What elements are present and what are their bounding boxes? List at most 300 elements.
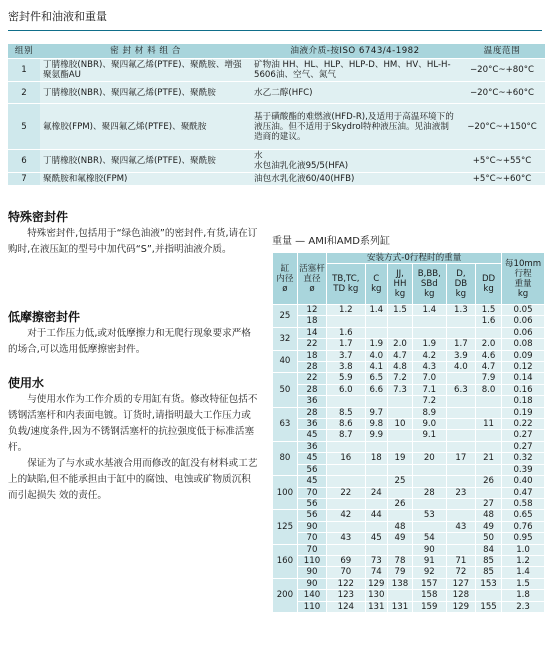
section-title-special-seals: 特殊密封件 — [8, 210, 69, 224]
c-weight-cell: 18 — [365, 453, 388, 464]
rod-cell: 22 — [297, 373, 326, 384]
jj-weight-cell: 10 — [388, 419, 413, 430]
dd-weight-cell: 85 — [476, 555, 502, 566]
table-row — [273, 396, 545, 407]
jj-weight-cell — [388, 590, 413, 601]
dd-weight-cell: 26 — [476, 476, 502, 487]
c-weight-cell: 4.1 — [365, 362, 388, 373]
table-row — [273, 373, 545, 384]
seal-table — [8, 44, 545, 186]
rod-cell: 90 — [297, 521, 326, 532]
c-weight-cell — [365, 316, 388, 327]
d-weight-cell — [446, 476, 475, 487]
d-weight-cell — [446, 510, 475, 521]
tb-weight-cell: 5.9 — [327, 373, 365, 384]
b-weight-cell: 4.3 — [412, 362, 446, 373]
page-title: 密封件和油液和重量 — [8, 10, 107, 23]
per-10mm-cell: 0.22 — [502, 419, 545, 430]
header-rod: 活塞杆 直径 ø — [297, 253, 326, 305]
per-10mm-cell: 2.3 — [502, 601, 545, 612]
jj-weight-cell: 4.7 — [388, 350, 413, 361]
table-row — [273, 510, 545, 521]
d-weight-cell — [446, 373, 475, 384]
temp-cell: −20°C~+150°C — [459, 104, 545, 150]
per-10mm-cell: 0.12 — [502, 362, 545, 373]
bore-cell: 200 — [273, 578, 298, 612]
d-weight-cell — [446, 430, 475, 441]
d-weight-cell — [446, 498, 475, 509]
per-10mm-cell: 1.0 — [502, 544, 545, 555]
dd-weight-cell: 1.6 — [476, 316, 502, 327]
jj-weight-cell — [388, 510, 413, 521]
group-cell: 5 — [8, 104, 40, 150]
table-row — [273, 498, 545, 509]
dd-weight-cell: 11 — [476, 419, 502, 430]
table-row — [8, 104, 545, 150]
tb-weight-cell: 122 — [327, 578, 365, 589]
b-weight-cell — [412, 464, 446, 475]
per-10mm-cell: 0.06 — [502, 327, 545, 338]
b-weight-cell: 90 — [412, 544, 446, 555]
per-10mm-cell: 0.39 — [502, 464, 545, 475]
per-10mm-cell: 0.65 — [502, 510, 545, 521]
header-jj: JJ, HH kg — [388, 264, 413, 305]
b-weight-cell: 1.9 — [412, 339, 446, 350]
tb-weight-cell: 8.5 — [327, 407, 365, 418]
d-weight-cell: 72 — [446, 567, 475, 578]
b-weight-cell: 157 — [412, 578, 446, 589]
table-row — [273, 464, 545, 475]
table-row — [273, 350, 545, 361]
c-weight-cell — [365, 396, 388, 407]
table-row — [273, 487, 545, 498]
dd-weight-cell — [476, 487, 502, 498]
medium-cell: 基于磺酸酯的难燃液(HFD-R),及适用于高温环境下的液压油。但不适用于Skydrol特种液压油。见油液制造商的建议。 — [251, 104, 459, 150]
rod-cell: 36 — [297, 396, 326, 407]
dd-weight-cell — [476, 441, 502, 452]
table-row — [273, 555, 545, 566]
c-weight-cell: 131 — [365, 601, 388, 612]
c-weight-cell: 1.9 — [365, 339, 388, 350]
tb-weight-cell — [327, 476, 365, 487]
section-title-low-friction: 低摩擦密封件 — [8, 310, 81, 324]
table-row — [273, 578, 545, 589]
c-weight-cell — [365, 544, 388, 555]
b-weight-cell — [412, 498, 446, 509]
c-weight-cell: 9.8 — [365, 419, 388, 430]
table-row — [273, 533, 545, 544]
table-row — [273, 476, 545, 487]
jj-weight-cell: 79 — [388, 567, 413, 578]
per-10mm-cell: 0.16 — [502, 384, 545, 395]
table-row — [8, 82, 545, 104]
dd-weight-cell — [476, 407, 502, 418]
rod-cell: 18 — [297, 350, 326, 361]
b-weight-cell: 159 — [412, 601, 446, 612]
jj-weight-cell — [388, 327, 413, 338]
material-cell: 丁腈橡胶(NBR)、聚四氟乙烯(PTFE)、聚酰胺、增强聚氨酯AU — [40, 59, 251, 82]
dd-weight-cell: 50 — [476, 533, 502, 544]
group-cell: 1 — [8, 59, 40, 82]
per-10mm-cell: 0.40 — [502, 476, 545, 487]
temp-cell: −20°C~+60°C — [459, 82, 545, 104]
per-10mm-cell: 0.19 — [502, 407, 545, 418]
bore-cell: 25 — [273, 305, 298, 328]
c-weight-cell: 44 — [365, 510, 388, 521]
rod-cell: 56 — [297, 510, 326, 521]
header-d: D, DB kg — [446, 264, 475, 305]
section-text-low-friction: 对于工作压力低,或对低摩擦力和无爬行现象要求严格的场合,可以选用低摩擦密封件。 — [8, 328, 251, 355]
c-weight-cell: 1.4 — [365, 305, 388, 316]
rod-cell: 36 — [297, 419, 326, 430]
b-weight-cell — [412, 521, 446, 532]
c-weight-cell: 6.6 — [365, 384, 388, 395]
jj-weight-cell: 1.5 — [388, 305, 413, 316]
c-weight-cell — [365, 476, 388, 487]
header-tb: TB,TC, TD kg — [327, 264, 365, 305]
tb-weight-cell: 123 — [327, 590, 365, 601]
table-row — [273, 305, 545, 316]
dd-weight-cell: 4.6 — [476, 350, 502, 361]
rod-cell: 70 — [297, 533, 326, 544]
section-text-special-seals: 特殊密封件,包括用于“绿色油液”的密封件,有货,请在订购时,在液压缸的型号中加代码“S”,并指明油液介质。 — [8, 228, 258, 255]
c-weight-cell: 45 — [365, 533, 388, 544]
table-row — [273, 441, 545, 452]
tb-weight-cell: 42 — [327, 510, 365, 521]
tb-weight-cell: 8.6 — [327, 419, 365, 430]
d-weight-cell: 23 — [446, 487, 475, 498]
weight-table-title: 重量 — AMI和AMD系列缸 — [272, 236, 390, 247]
jj-weight-cell: 7.3 — [388, 384, 413, 395]
material-cell: 丁腈橡胶(NBR)、聚四氟乙烯(PTFE)、聚酰胺 — [40, 82, 251, 104]
b-weight-cell: 7.1 — [412, 384, 446, 395]
c-weight-cell — [365, 521, 388, 532]
b-weight-cell: 20 — [412, 453, 446, 464]
tb-weight-cell: 1.2 — [327, 305, 365, 316]
tb-weight-cell: 16 — [327, 453, 365, 464]
b-weight-cell: 8.9 — [412, 407, 446, 418]
table-row — [273, 362, 545, 373]
divider — [8, 30, 542, 31]
table-row — [273, 590, 545, 601]
tb-weight-cell: 3.7 — [327, 350, 365, 361]
tb-weight-cell — [327, 316, 365, 327]
jj-weight-cell: 25 — [388, 476, 413, 487]
d-weight-cell: 71 — [446, 555, 475, 566]
rod-cell: 45 — [297, 476, 326, 487]
rod-cell: 18 — [297, 316, 326, 327]
b-weight-cell: 28 — [412, 487, 446, 498]
temp-cell: +5°C~+55°C — [459, 150, 545, 173]
table-row — [8, 173, 545, 186]
dd-weight-cell — [476, 464, 502, 475]
jj-weight-cell — [388, 430, 413, 441]
jj-weight-cell — [388, 441, 413, 452]
jj-weight-cell: 7.2 — [388, 373, 413, 384]
dd-weight-cell: 7.9 — [476, 373, 502, 384]
weight-table — [272, 252, 545, 613]
tb-weight-cell — [327, 396, 365, 407]
per-10mm-cell: 0.05 — [502, 305, 545, 316]
table-row — [273, 544, 545, 555]
d-weight-cell: 1.3 — [446, 305, 475, 316]
dd-weight-cell — [476, 590, 502, 601]
per-10mm-cell: 1.5 — [502, 578, 545, 589]
jj-weight-cell — [388, 407, 413, 418]
bore-cell: 100 — [273, 476, 298, 510]
per-10mm-cell: 0.95 — [502, 533, 545, 544]
jj-weight-cell — [388, 396, 413, 407]
d-weight-cell: 127 — [446, 578, 475, 589]
dd-weight-cell: 4.7 — [476, 362, 502, 373]
table-row — [273, 430, 545, 441]
material-cell: 氟橡胶(FPM)、聚四氟乙烯(PTFE)、聚酰胺 — [40, 104, 251, 150]
per-10mm-cell: 0.08 — [502, 339, 545, 350]
c-weight-cell: 73 — [365, 555, 388, 566]
medium-cell: 矿物油 HH、HL、HLP、HLP-D、HM、HV、HL-H-5606油、空气、氮气 — [251, 59, 459, 82]
material-cell: 丁腈橡胶(NBR)、聚四氟乙烯(PTFE)、聚酰胺 — [40, 150, 251, 173]
medium-cell: 水 水包油乳化液95/5(HFA) — [251, 150, 459, 173]
dd-weight-cell — [476, 327, 502, 338]
bore-cell: 80 — [273, 441, 298, 475]
b-weight-cell: 9.1 — [412, 430, 446, 441]
header-per-10mm: 每10mm 行程 重量 kg — [502, 253, 545, 305]
dd-weight-cell: 155 — [476, 601, 502, 612]
jj-weight-cell: 78 — [388, 555, 413, 566]
d-weight-cell — [446, 533, 475, 544]
c-weight-cell — [365, 327, 388, 338]
jj-weight-cell: 49 — [388, 533, 413, 544]
rod-cell: 56 — [297, 464, 326, 475]
bore-cell: 125 — [273, 510, 298, 544]
dd-weight-cell: 2.0 — [476, 339, 502, 350]
material-cell: 聚酰胺和氟橡胶(FPM) — [40, 173, 251, 186]
header-dd: DD kg — [476, 264, 502, 305]
table-row — [273, 453, 545, 464]
d-weight-cell: 6.3 — [446, 384, 475, 395]
table-row — [273, 316, 545, 327]
group-cell: 6 — [8, 150, 40, 173]
group-cell: 2 — [8, 82, 40, 104]
header-group: 组别 — [8, 44, 40, 59]
d-weight-cell — [446, 316, 475, 327]
per-10mm-cell: 0.18 — [502, 396, 545, 407]
per-10mm-cell: 0.06 — [502, 316, 545, 327]
c-weight-cell — [365, 464, 388, 475]
d-weight-cell — [446, 464, 475, 475]
dd-weight-cell: 21 — [476, 453, 502, 464]
header-b: B,BB, SBd kg — [412, 264, 446, 305]
table-row — [273, 327, 545, 338]
b-weight-cell — [412, 476, 446, 487]
tb-weight-cell: 8.7 — [327, 430, 365, 441]
header-c: C kg — [365, 264, 388, 305]
d-weight-cell — [446, 407, 475, 418]
header-material: 密 封 材 料 组 合 — [40, 44, 251, 59]
tb-weight-cell — [327, 464, 365, 475]
table-row — [8, 150, 545, 173]
rod-cell: 90 — [297, 567, 326, 578]
tb-weight-cell: 1.7 — [327, 339, 365, 350]
jj-weight-cell — [388, 316, 413, 327]
table-row — [273, 419, 545, 430]
per-10mm-cell: 0.09 — [502, 350, 545, 361]
b-weight-cell: 53 — [412, 510, 446, 521]
dd-weight-cell: 48 — [476, 510, 502, 521]
d-weight-cell: 4.0 — [446, 362, 475, 373]
jj-weight-cell: 131 — [388, 601, 413, 612]
bore-cell: 63 — [273, 407, 298, 441]
jj-weight-cell: 26 — [388, 498, 413, 509]
jj-weight-cell — [388, 464, 413, 475]
rod-cell: 70 — [297, 544, 326, 555]
d-weight-cell: 17 — [446, 453, 475, 464]
table-row — [273, 521, 545, 532]
tb-weight-cell — [327, 521, 365, 532]
d-weight-cell — [446, 441, 475, 452]
jj-weight-cell: 138 — [388, 578, 413, 589]
jj-weight-cell: 48 — [388, 521, 413, 532]
per-10mm-cell: 1.4 — [502, 567, 545, 578]
table-row — [273, 567, 545, 578]
rod-cell: 28 — [297, 384, 326, 395]
table-row — [273, 339, 545, 350]
d-weight-cell — [446, 544, 475, 555]
tb-weight-cell — [327, 544, 365, 555]
bore-cell: 50 — [273, 373, 298, 407]
bore-cell: 160 — [273, 544, 298, 578]
b-weight-cell: 9.0 — [412, 419, 446, 430]
d-weight-cell: 128 — [446, 590, 475, 601]
jj-weight-cell — [388, 544, 413, 555]
seal-table-header — [8, 44, 545, 59]
temp-cell: +5°C~+60°C — [459, 173, 545, 186]
header-medium: 油液介质-按ISO 6743/4-1982 — [251, 44, 459, 59]
c-weight-cell: 6.5 — [365, 373, 388, 384]
per-10mm-cell: 1.8 — [502, 590, 545, 601]
dd-weight-cell: 1.5 — [476, 305, 502, 316]
tb-weight-cell — [327, 441, 365, 452]
b-weight-cell: 7.2 — [412, 396, 446, 407]
tb-weight-cell: 3.8 — [327, 362, 365, 373]
b-weight-cell: 4.2 — [412, 350, 446, 361]
b-weight-cell: 92 — [412, 567, 446, 578]
c-weight-cell — [365, 498, 388, 509]
c-weight-cell — [365, 441, 388, 452]
jj-weight-cell — [388, 487, 413, 498]
per-10mm-cell: 0.76 — [502, 521, 545, 532]
group-cell: 7 — [8, 173, 40, 186]
c-weight-cell: 130 — [365, 590, 388, 601]
b-weight-cell: 1.4 — [412, 305, 446, 316]
per-10mm-cell: 1.2 — [502, 555, 545, 566]
rod-cell: 45 — [297, 430, 326, 441]
rod-cell: 110 — [297, 555, 326, 566]
tb-weight-cell — [327, 498, 365, 509]
jj-weight-cell: 4.8 — [388, 362, 413, 373]
c-weight-cell: 4.0 — [365, 350, 388, 361]
rod-cell: 110 — [297, 601, 326, 612]
b-weight-cell — [412, 316, 446, 327]
d-weight-cell — [446, 327, 475, 338]
bore-cell: 40 — [273, 350, 298, 373]
table-row — [8, 59, 545, 82]
table-row — [273, 384, 545, 395]
medium-cell: 水乙二醇(HFC) — [251, 82, 459, 104]
b-weight-cell: 7.0 — [412, 373, 446, 384]
rod-cell: 14 — [297, 327, 326, 338]
b-weight-cell: 158 — [412, 590, 446, 601]
section-text-water-warranty: 保证为了与水或水基液合用而修改的缸没有材料或工艺上的缺陷,但不能承担由于缸中的腐蚀、电蚀或矿物质沉积而引起损失 效的责任。 — [8, 458, 258, 501]
b-weight-cell — [412, 441, 446, 452]
c-weight-cell: 24 — [365, 487, 388, 498]
per-10mm-cell: 0.47 — [502, 487, 545, 498]
section-title-water: 使用水 — [8, 376, 45, 390]
per-10mm-cell: 0.27 — [502, 441, 545, 452]
c-weight-cell: 129 — [365, 578, 388, 589]
c-weight-cell: 9.9 — [365, 430, 388, 441]
c-weight-cell: 74 — [365, 567, 388, 578]
d-weight-cell: 1.7 — [446, 339, 475, 350]
rod-cell: 28 — [297, 407, 326, 418]
c-weight-cell: 9.7 — [365, 407, 388, 418]
rod-cell: 56 — [297, 498, 326, 509]
bore-cell: 32 — [273, 327, 298, 350]
d-weight-cell: 3.9 — [446, 350, 475, 361]
rod-cell: 45 — [297, 453, 326, 464]
dd-weight-cell: 49 — [476, 521, 502, 532]
table-row — [273, 601, 545, 612]
d-weight-cell — [446, 419, 475, 430]
dd-weight-cell — [476, 430, 502, 441]
d-weight-cell — [446, 396, 475, 407]
medium-cell: 油包水乳化液60/40(HFB) — [251, 173, 459, 186]
jj-weight-cell: 2.0 — [388, 339, 413, 350]
d-weight-cell: 129 — [446, 601, 475, 612]
dd-weight-cell: 153 — [476, 578, 502, 589]
header-bore: 缸 内径 ø — [273, 253, 298, 305]
section-text-water: 与使用水作为工作介质的专用缸有货。修改特征包括不锈钢活塞杆和内表面电镀。订货时,请指明最大工作压力或负载/速度条件,因为不锈钢活塞杆的抗拉强度低于标准活塞杆。 — [8, 394, 258, 453]
header-temp: 温度范围 — [459, 44, 545, 59]
rod-cell: 140 — [297, 590, 326, 601]
dd-weight-cell: 84 — [476, 544, 502, 555]
tb-weight-cell: 22 — [327, 487, 365, 498]
b-weight-cell: 91 — [412, 555, 446, 566]
temp-cell: −20°C~+80°C — [459, 59, 545, 82]
tb-weight-cell: 43 — [327, 533, 365, 544]
rod-cell: 36 — [297, 441, 326, 452]
tb-weight-cell: 1.6 — [327, 327, 365, 338]
dd-weight-cell — [476, 396, 502, 407]
d-weight-cell: 43 — [446, 521, 475, 532]
table-row — [273, 407, 545, 418]
b-weight-cell — [412, 327, 446, 338]
rod-cell: 28 — [297, 362, 326, 373]
dd-weight-cell: 85 — [476, 567, 502, 578]
rod-cell: 70 — [297, 487, 326, 498]
b-weight-cell: 54 — [412, 533, 446, 544]
per-10mm-cell: 0.32 — [502, 453, 545, 464]
dd-weight-cell: 8.0 — [476, 384, 502, 395]
header-mounting-group: 安装方式-0行程时的重量 — [327, 253, 502, 264]
dd-weight-cell: 27 — [476, 498, 502, 509]
jj-weight-cell: 19 — [388, 453, 413, 464]
per-10mm-cell: 0.14 — [502, 373, 545, 384]
per-10mm-cell: 0.58 — [502, 498, 545, 509]
rod-cell: 12 — [297, 305, 326, 316]
tb-weight-cell: 70 — [327, 567, 365, 578]
tb-weight-cell: 124 — [327, 601, 365, 612]
